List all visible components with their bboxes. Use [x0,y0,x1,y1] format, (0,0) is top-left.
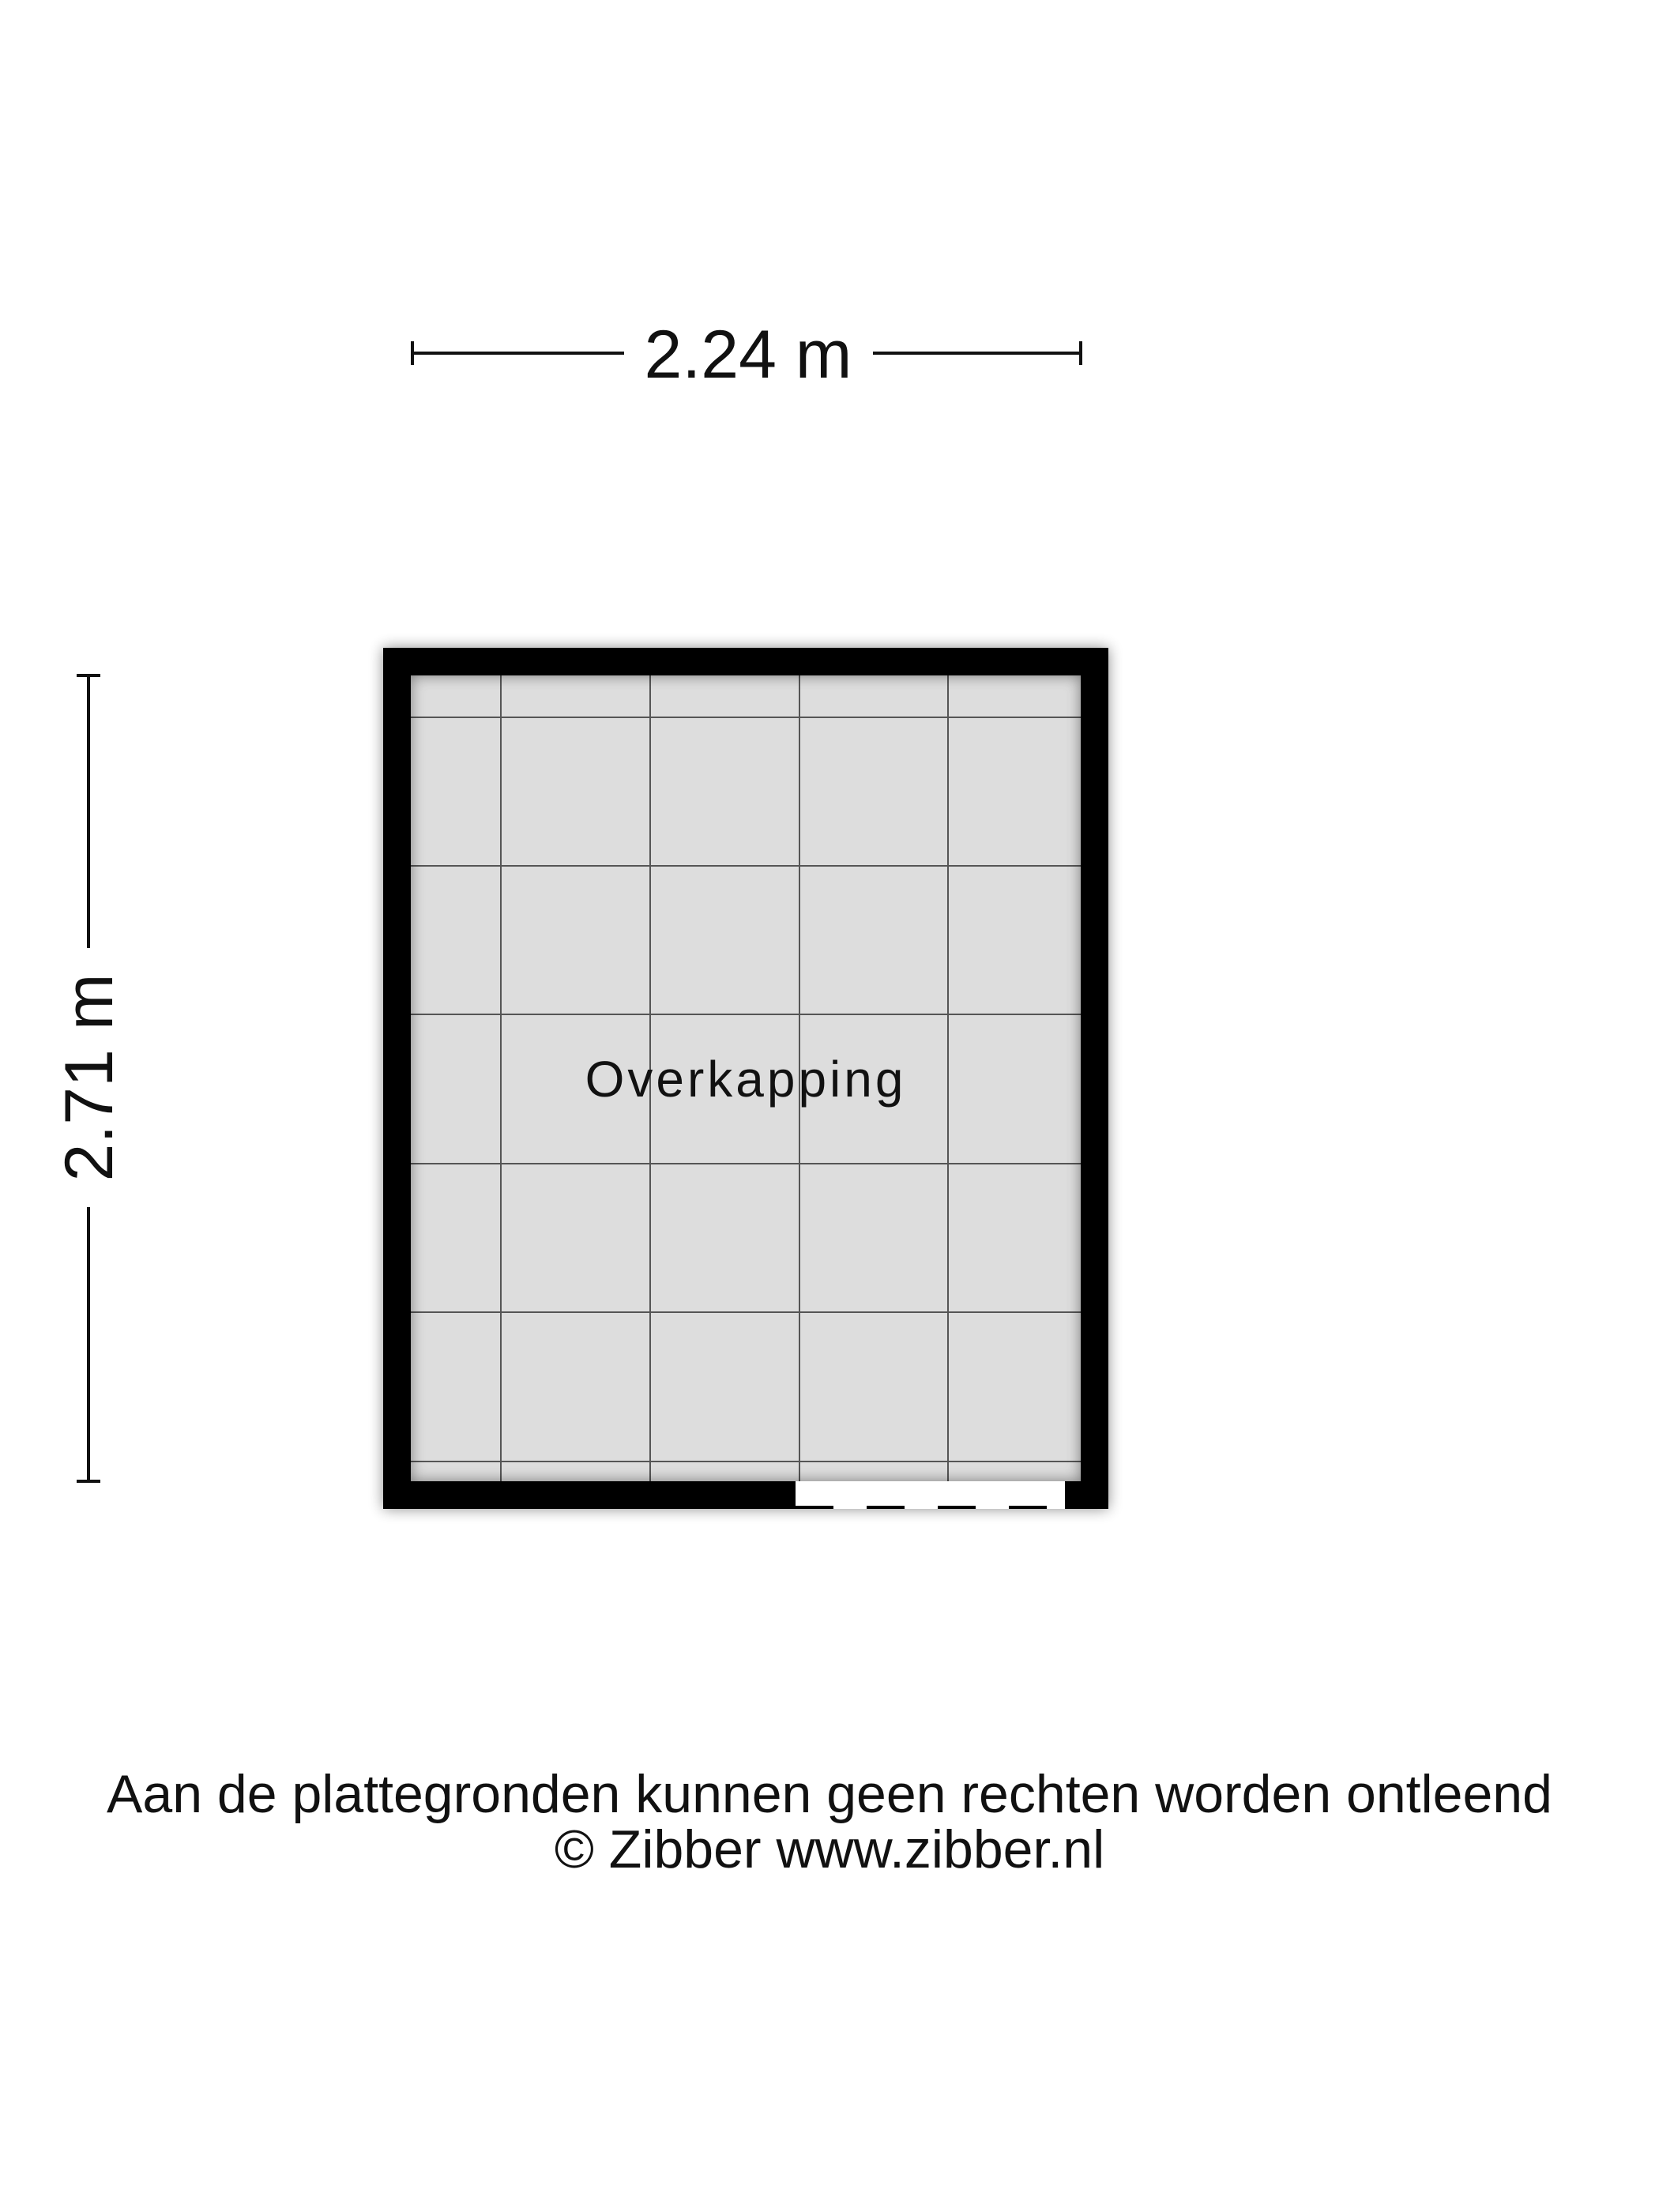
width-dimension-label: 2.24 m [644,317,852,393]
wall-opening [796,1481,1065,1509]
depth-dimension [51,675,127,1481]
footer-disclaimer: Aan de plattegronden kunnen geen rechten worden ontleend [107,1764,1552,1824]
depth-dimension-label: 2.71 m [51,973,127,1182]
room-label: Overkapping [585,1051,907,1108]
room-overkapping [383,648,1108,1509]
footer-copyright: © Zibber www.zibber.nl [554,1819,1105,1879]
width-dimension [412,317,1081,393]
